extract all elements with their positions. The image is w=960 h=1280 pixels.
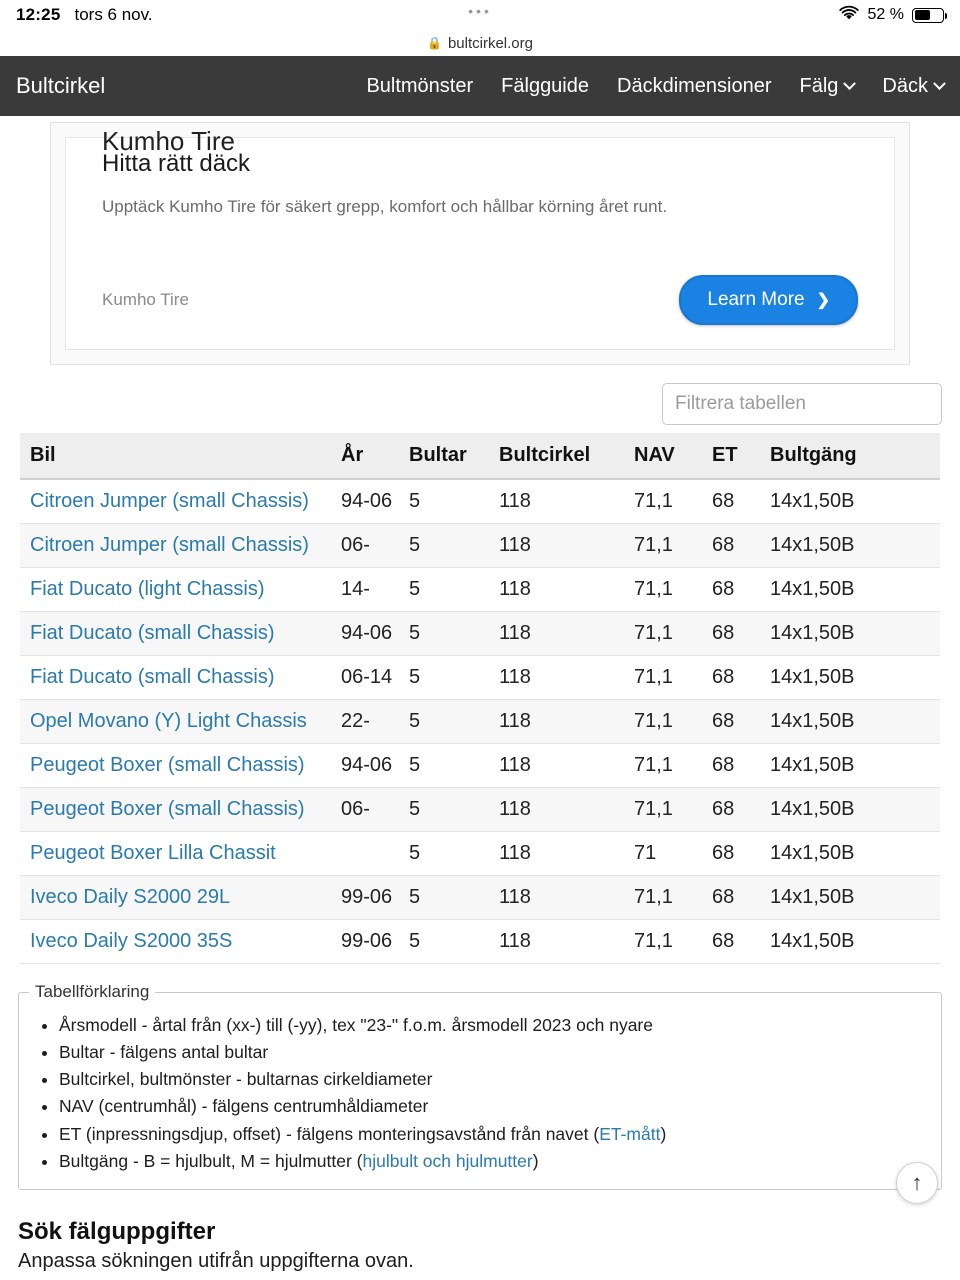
cell-bil[interactable]: Iveco Daily S2000 35S [20,920,335,964]
legend-item [59,1148,931,1175]
search-section-paragraph: Anpassa sökningen utifrån uppgifterna ovan. [18,1249,414,1272]
lock-icon: 🔒 [427,36,442,50]
ad-title: Hitta rätt däck [102,150,251,177]
nav-label: Däckdimensioner [617,74,772,97]
column-header-ar[interactable]: År [335,433,403,479]
search-section [0,1190,960,1273]
table-filter-wrapper[interactable] [662,383,942,425]
cell-bultar: 5 [403,612,493,656]
legend-suffix: ) [660,1123,667,1144]
table-row[interactable] [20,700,940,744]
legend-item [59,1121,931,1148]
table-row[interactable] [20,479,940,524]
arrow-up-icon: ↑ [911,1169,923,1195]
cell-ar [335,832,403,876]
cell-ar: 06- [335,524,403,568]
cell-bil[interactable]: Opel Movano (Y) Light Chassis [20,700,335,744]
learn-more-button[interactable] [679,275,858,325]
column-header-nav[interactable]: NAV [628,433,706,479]
cell-bultgang: 14x1,50B [764,568,940,612]
cell-bil[interactable]: Citroen Jumper (small Chassis) [20,524,335,568]
battery-percent-label: 52 % [867,6,904,23]
cell-ar: 14- [335,568,403,612]
cell-bultcirkel: 118 [493,524,628,568]
table-row[interactable] [20,568,940,612]
cell-bil[interactable]: Iveco Daily S2000 29L [20,876,335,920]
cell-nav: 71 [628,832,706,876]
wheel-spec-table [20,433,940,964]
url-text: bultcirkel.org [447,34,533,52]
nav-item-dackdimensioner[interactable] [617,75,772,98]
cell-bultgang: 14x1,50B [764,524,940,568]
cell-bultar: 5 [403,524,493,568]
cell-bultar: 5 [403,744,493,788]
cell-bultcirkel: 118 [493,568,628,612]
cell-et: 68 [706,524,764,568]
cell-nav: 71,1 [628,612,706,656]
cell-bultar: 5 [403,876,493,920]
cell-bultgang: 14x1,50B [764,832,940,876]
cell-et: 68 [706,700,764,744]
nav-item-falg[interactable] [800,75,855,98]
table-row[interactable] [20,744,940,788]
cell-bultgang: 14x1,50B [764,920,940,964]
cell-bultgang: 14x1,50B [764,479,940,524]
cell-bil[interactable]: Fiat Ducato (light Chassis) [20,568,335,612]
cell-bil[interactable]: Peugeot Boxer (small Chassis) [20,744,335,788]
cell-bultgang: 14x1,50B [764,744,940,788]
site-brand[interactable]: Bultcirkel [16,73,106,98]
table-header [20,433,940,479]
ios-status-bar [0,0,960,30]
wifi-icon [838,5,860,26]
legend-text: Bultcirkel, bultmönster - bultarnas cirkeldiameter [59,1069,433,1090]
cell-bultgang: 14x1,50B [764,656,940,700]
legend-suffix: ) [532,1150,539,1171]
table-explanation-fieldset [18,982,942,1190]
cell-bultcirkel: 118 [493,876,628,920]
chevron-down-icon [844,77,857,90]
nav-item-dack[interactable] [882,75,944,98]
cell-ar: 99-06 [335,920,403,964]
cell-bultgang: 14x1,50B [764,612,940,656]
cell-bil[interactable]: Citroen Jumper (small Chassis) [20,479,335,524]
cell-bil[interactable]: Peugeot Boxer Lilla Chassit [20,832,335,876]
cell-ar: 94-06 [335,479,403,524]
cell-bultcirkel: 118 [493,700,628,744]
ad-clipped-headline: Kumho Tire [102,126,235,156]
status-bar-right [838,5,944,26]
cell-nav: 71,1 [628,656,706,700]
cell-et: 68 [706,568,764,612]
table-row[interactable] [20,788,940,832]
ad-body-text: Upptäck Kumho Tire för säkert grepp, komfort och hållbar körning året runt. [102,197,668,216]
hjulbult-hjulmutter-link[interactable]: hjulbult och hjulmutter [362,1150,533,1171]
cell-et: 68 [706,788,764,832]
cell-et: 68 [706,832,764,876]
learn-more-label: Learn More [707,289,805,310]
cell-bultar: 5 [403,656,493,700]
filter-row [0,377,960,433]
cell-nav: 71,1 [628,876,706,920]
cell-bil[interactable]: Fiat Ducato (small Chassis) [20,612,335,656]
status-date: tors 6 nov. [74,5,153,24]
status-time: 12:25 [16,5,61,24]
cell-bultar: 5 [403,832,493,876]
cell-nav: 71,1 [628,744,706,788]
cell-bultar: 5 [403,479,493,524]
cell-nav: 71,1 [628,920,706,964]
cell-bultcirkel: 118 [493,744,628,788]
cell-bultgang: 14x1,50B [764,700,940,744]
cell-et: 68 [706,656,764,700]
cell-nav: 71,1 [628,700,706,744]
column-header-et[interactable]: ET [706,433,764,479]
cell-ar: 06-14 [335,656,403,700]
site-header [0,56,960,116]
table-row[interactable] [20,524,940,568]
cell-bultar: 5 [403,700,493,744]
cell-ar: 06- [335,788,403,832]
legend-text: NAV (centrumhål) - fälgens centrumhåldiameter [59,1096,429,1117]
legend-title: Tabellförklaring [35,982,150,1001]
chevron-down-icon [933,77,946,90]
cell-bultgang: 14x1,50B [764,876,940,920]
legend-item [59,1012,931,1039]
table-body [20,479,940,964]
browser-url-bar[interactable] [0,30,960,56]
nav-label: Bultmönster [366,74,474,97]
legend-list [29,1012,931,1175]
status-bar-left [16,5,153,25]
cell-nav: 71,1 [628,479,706,524]
nav-label: Fälg [799,74,839,97]
cell-bultcirkel: 118 [493,788,628,832]
nav-label: Fälgguide [501,74,589,97]
ad-sponsor-label: Kumho Tire [102,290,189,309]
main-navigation [366,75,944,98]
cell-et: 68 [706,479,764,524]
ad-card[interactable] [65,126,895,350]
table-row[interactable] [20,612,940,656]
cell-et: 68 [706,876,764,920]
nav-label: Däck [882,74,928,97]
tab-dots-indicator: ••• [468,3,492,19]
cell-ar: 94-06 [335,612,403,656]
chevron-right-icon: ❯ [816,292,830,309]
cell-nav: 71,1 [628,524,706,568]
cell-bultcirkel: 118 [493,479,628,524]
column-header-bultgang[interactable]: Bultgäng [764,433,940,479]
table-header-row [20,433,940,479]
cell-et: 68 [706,744,764,788]
cell-et: 68 [706,920,764,964]
battery-icon [912,8,944,23]
legend-wrapper [18,982,942,1195]
table-row[interactable] [20,876,940,920]
cell-bultcirkel: 118 [493,656,628,700]
column-header-bil[interactable]: Bil [20,433,335,479]
cell-ar: 94-06 [335,744,403,788]
cell-bultcirkel: 118 [493,920,628,964]
cell-bultar: 5 [403,920,493,964]
legend-item [59,1039,931,1066]
table-row[interactable] [20,920,940,964]
cell-bultcirkel: 118 [493,832,628,876]
column-header-bultcirkel[interactable]: Bultcirkel [493,433,628,479]
legend-item [59,1093,931,1120]
cell-bultgang: 14x1,50B [764,788,940,832]
column-header-bultar[interactable]: Bultar [403,433,493,479]
cell-bultar: 5 [403,568,493,612]
ad-outer-frame [50,122,910,365]
legend-text: Bultgäng - B = hjulbult, M = hjulmutter ( [59,1150,363,1171]
cell-nav: 71,1 [628,788,706,832]
ad-footer [102,275,858,325]
search-section-heading: Sök fälguppgifter [18,1217,216,1245]
advertisement-container [0,116,960,377]
legend-text: Bultar - fälgens antal bultar [59,1042,269,1063]
cell-ar: 99-06 [335,876,403,920]
cell-ar: 22- [335,700,403,744]
scroll-to-top-button[interactable] [896,1162,938,1204]
legend-text: ET (inpressningsdjup, offset) - fälgens monteringsavstånd från navet ( [59,1123,600,1144]
et-matt-link[interactable]: ET-mått [599,1123,661,1144]
cell-nav: 71,1 [628,568,706,612]
legend-text: Årsmodell - årtal från (xx-) till (-yy), tex "23-" f.o.m. årsmodell 2023 och nyare [59,1015,653,1035]
cell-bultar: 5 [403,788,493,832]
nav-item-bultmonster[interactable] [366,75,473,98]
nav-item-falgguide[interactable] [501,75,589,98]
filter-placeholder: Filtrera tabellen [675,393,806,414]
table-row[interactable] [20,656,940,700]
table-row[interactable] [20,832,940,876]
cell-et: 68 [706,612,764,656]
cell-bil[interactable]: Peugeot Boxer (small Chassis) [20,788,335,832]
cell-bultcirkel: 118 [493,612,628,656]
legend-item [59,1066,931,1093]
cell-bil[interactable]: Fiat Ducato (small Chassis) [20,656,335,700]
